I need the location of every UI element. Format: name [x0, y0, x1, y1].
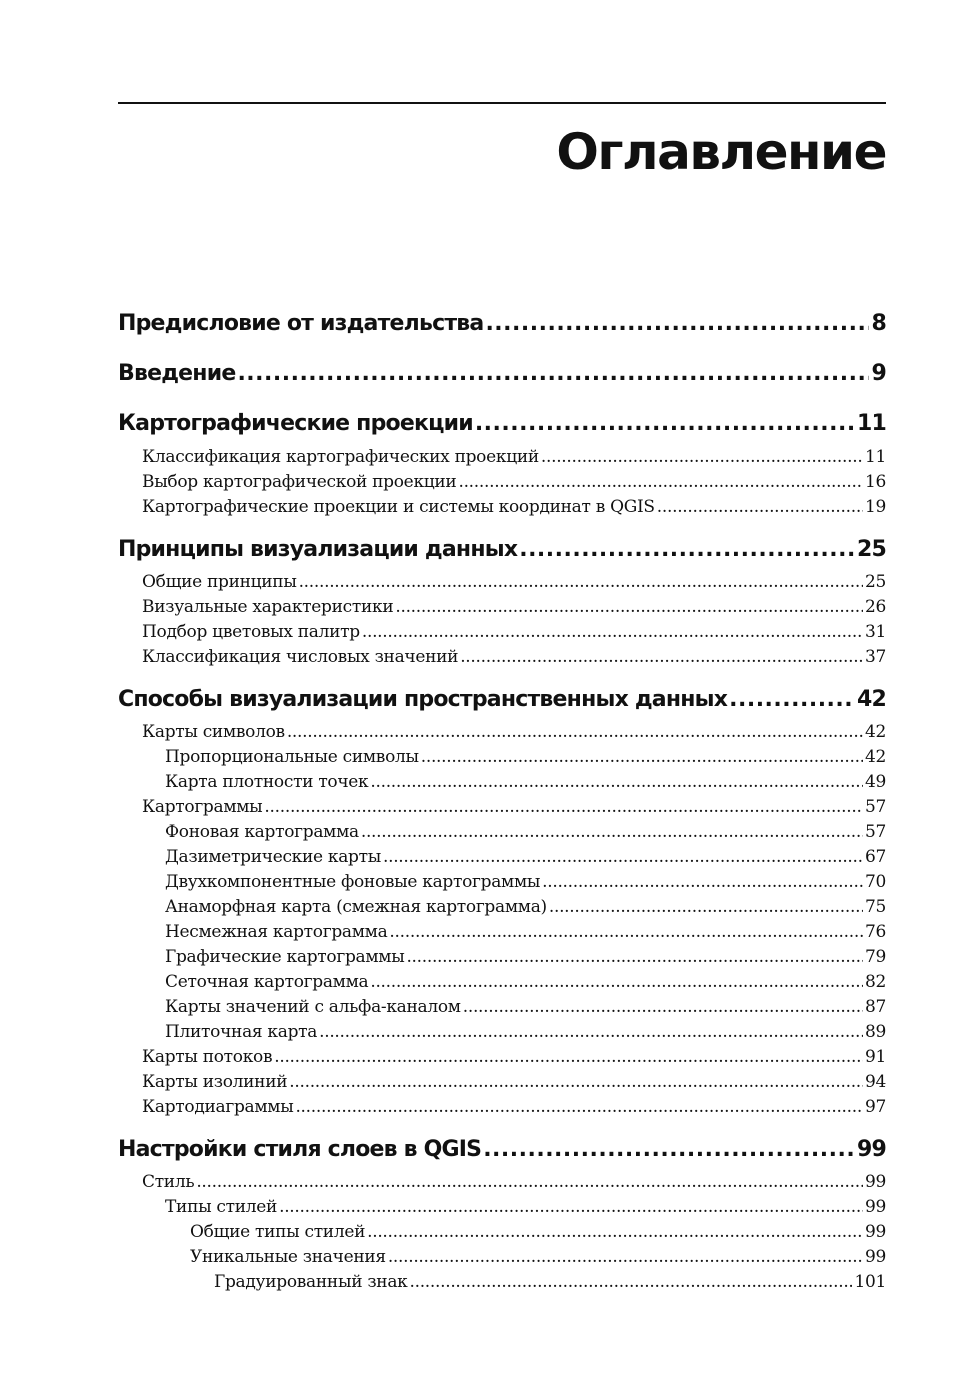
toc-entry-page: 99: [864, 1247, 886, 1267]
toc-entry-page: 8: [871, 311, 886, 336]
toc-entry-page: 31: [864, 622, 886, 642]
toc-entry[interactable]: [118, 720, 886, 744]
toc-entry[interactable]: [118, 870, 886, 894]
toc-entry-page: 16: [864, 472, 886, 492]
toc-entry-page: 19: [864, 497, 886, 517]
toc-entry-title: Пропорциональные символы: [165, 747, 419, 767]
toc-entry-page: 99: [864, 1172, 886, 1192]
toc-entry-title: Предисловие от издательства: [118, 311, 484, 336]
toc-entry-page: 25: [856, 537, 886, 562]
toc-entry[interactable]: [118, 945, 886, 969]
header-rule: [118, 102, 886, 104]
toc-entry[interactable]: [118, 920, 886, 944]
toc-entry[interactable]: [118, 535, 886, 565]
toc-entry-title: Уникальные значения: [190, 1247, 386, 1267]
toc-entry-page: 70: [864, 872, 886, 892]
toc-entry[interactable]: [118, 409, 886, 439]
toc-entry-page: 99: [864, 1222, 886, 1242]
toc-entry-title: Выбор картографической проекции: [142, 472, 457, 492]
toc-entry-title: Картодиаграммы: [142, 1097, 294, 1117]
toc-entry-page: 99: [856, 1137, 886, 1162]
toc-entry-page: 97: [864, 1097, 886, 1117]
toc-entry-title: Принципы визуализации данных: [118, 537, 518, 562]
toc-entry[interactable]: [118, 1245, 886, 1269]
toc-entry-page: 11: [856, 411, 886, 436]
toc-entry-page: 99: [864, 1197, 886, 1217]
toc-entry[interactable]: [118, 995, 886, 1019]
toc-entry-page: 11: [864, 447, 886, 467]
toc-entry[interactable]: [118, 820, 886, 844]
toc-entry-title: Карты символов: [142, 722, 285, 742]
toc-entry[interactable]: [118, 1195, 886, 1219]
toc-entry-title: Плиточная карта: [165, 1022, 318, 1042]
toc-entry-page: 76: [864, 922, 886, 942]
toc-entry-title: Стиль: [142, 1172, 195, 1192]
toc-entry-page: 42: [864, 722, 886, 742]
toc-entry[interactable]: [118, 770, 886, 794]
toc-entry-page: 26: [864, 597, 886, 617]
toc-entry-title: Визуальные характеристики: [142, 597, 394, 617]
toc-entry-title: Настройки стиля слоев в QGIS: [118, 1137, 482, 1162]
toc-entry-title: Картографические проекции и системы координат в QGIS: [142, 497, 655, 517]
toc-entry-title: Общие типы стилей: [190, 1222, 366, 1242]
toc-entry-title: Карты потоков: [142, 1047, 273, 1067]
toc-entry-page: 57: [864, 797, 886, 817]
toc-entry-title: Несмежная картограмма: [165, 922, 388, 942]
toc-entry-title: Карты значений с альфа-каналом: [165, 997, 461, 1017]
toc-entry-title: Анаморфная карта (смежная картограмма): [165, 897, 547, 917]
toc-entry-page: 25: [864, 572, 886, 592]
toc-entry-page: 82: [864, 972, 886, 992]
toc-entry-title: Картографические проекции: [118, 411, 473, 436]
toc-entry-title: Классификация числовых значений: [142, 647, 459, 667]
toc-entry-page: 57: [864, 822, 886, 842]
toc-entry-title: Карта плотности точек: [165, 772, 369, 792]
toc-entry-page: 91: [864, 1047, 886, 1067]
toc-entry[interactable]: [118, 309, 886, 339]
toc-entry-title: Подбор цветовых палитр: [142, 622, 360, 642]
toc-entry-title: Графические картограммы: [165, 947, 405, 967]
toc-entry[interactable]: [118, 745, 886, 769]
toc-entry-page: 87: [864, 997, 886, 1017]
toc-entry[interactable]: [118, 595, 886, 619]
toc-entry-title: Карты изолиний: [142, 1072, 288, 1092]
toc-entry[interactable]: [118, 570, 886, 594]
toc-entry-page: 79: [864, 947, 886, 967]
toc-entry[interactable]: [118, 795, 886, 819]
toc-entry-page: 101: [854, 1272, 886, 1292]
toc-entry-title: Типы стилей: [165, 1197, 278, 1217]
toc-entry[interactable]: [118, 1170, 886, 1194]
toc-entry-title: Классификация картографических проекций: [142, 447, 539, 467]
toc-entry-title: Двухкомпонентные фоновые картограммы: [165, 872, 541, 892]
toc-entry-title: Фоновая картограмма: [165, 822, 359, 842]
toc-entry[interactable]: [118, 1045, 886, 1069]
toc-entry[interactable]: [118, 495, 886, 519]
toc-entry-title: Общие принципы: [142, 572, 297, 592]
toc-entry-title: Сеточная картограмма: [165, 972, 369, 992]
toc-entry[interactable]: [118, 620, 886, 644]
toc-entry[interactable]: [118, 1135, 886, 1165]
toc-entry-page: 42: [856, 687, 886, 712]
toc-entry[interactable]: [118, 1070, 886, 1094]
toc-entry[interactable]: [118, 1095, 886, 1119]
toc-entry-page: 37: [864, 647, 886, 667]
toc-entry[interactable]: [118, 645, 886, 669]
toc-entry-page: 67: [864, 847, 886, 867]
page-title: Оглавление: [556, 123, 886, 181]
toc-entry-page: 75: [864, 897, 886, 917]
toc-entry[interactable]: [118, 1020, 886, 1044]
toc-entry-title: Способы визуализации пространственных данных: [118, 687, 728, 712]
toc-entry-title: Картограммы: [142, 797, 263, 817]
toc-entry[interactable]: [118, 1220, 886, 1244]
toc-entry[interactable]: [118, 1270, 886, 1294]
toc-entry[interactable]: [118, 845, 886, 869]
toc-entry[interactable]: [118, 685, 886, 715]
toc-entry[interactable]: [118, 970, 886, 994]
toc-entry-page: 42: [864, 747, 886, 767]
toc-entry[interactable]: [118, 359, 886, 389]
toc-entry-title: Дазиметрические карты: [165, 847, 381, 867]
toc-entry-title: Введение: [118, 361, 236, 386]
toc-entry[interactable]: [118, 895, 886, 919]
toc-entry-title: Градуированный знак: [214, 1272, 408, 1292]
toc-entry-page: 89: [864, 1022, 886, 1042]
toc-entry[interactable]: [118, 445, 886, 469]
toc-entry[interactable]: [118, 470, 886, 494]
toc-entry-page: 94: [864, 1072, 886, 1092]
toc-entry-page: 49: [864, 772, 886, 792]
toc-entry-page: 9: [871, 361, 886, 386]
